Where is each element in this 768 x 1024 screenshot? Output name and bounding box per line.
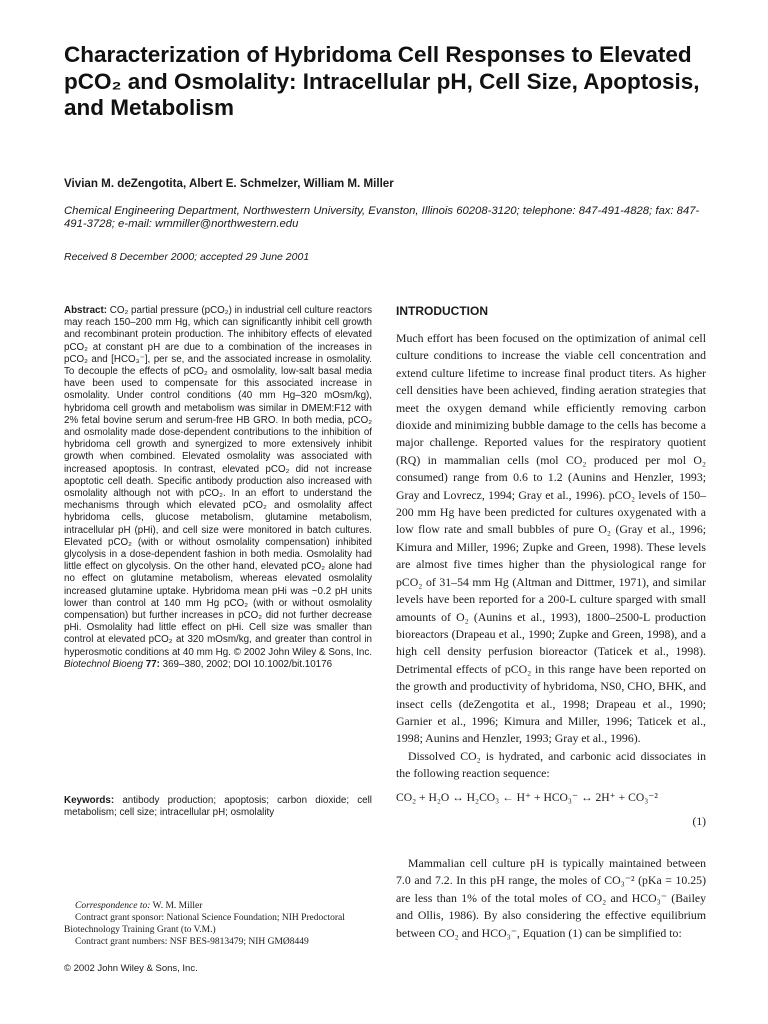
keywords-text: antibody production; apoptosis; carbon dioxide; cell metabolism; cell size; intracellular pH; osmolality	[64, 795, 372, 819]
grant-numbers: Contract grant numbers: NSF BES-9813479; NIH GMØ8449	[75, 937, 309, 947]
correspondence-note	[64, 900, 374, 912]
abstract	[64, 305, 372, 671]
article-title: Characterization of Hybridoma Cell Responses to Elevated pCO₂ and Osmolality: Intracellular pH, Cell Size, Apoptosis, and Metabolism	[64, 42, 700, 120]
keywords	[64, 795, 372, 819]
affiliation: Chemical Engineering Department, Northwestern University, Evanston, Illinois 60208-3120; telephone: 847-491-4828; fax: 847-491-3728; e-mail: wmmiller@northwestern.edu	[64, 205, 700, 231]
citation-details: 369–380, 2002; DOI 10.1002/bit.10176	[162, 658, 333, 670]
intro-paragraph-3: Mammalian cell culture pH is typically maintained between 7.0 and 7.2. In this pH range, the moles of CO₃⁻² (pKa = 10.25) are less than 1% of the total moles of CO₂ and HCO₃⁻ (Bailey and Ollis, 1986). By also considering the effective equilibrium between CO₂ and HCO₃⁻, Equation (1) can be simplified to:	[396, 856, 706, 940]
keywords-label: Keywords:	[64, 795, 115, 806]
footnotes	[64, 900, 374, 948]
journal-volume: 77:	[145, 658, 160, 670]
correspondence-name: W. M. Miller	[152, 901, 203, 911]
intro-paragraph-1: Much effort has been focused on the optimization of animal cell culture conditions to increase the viable cell concentration and extend culture lifetime to increase final product titers. As higher cell densities have been achieved, finding aeration strategies that meet the oxygen demand while efficiently removing carbon dioxide and minimizing bubble damage to the cells has become a major challenge. Reported values for the respiratory quotient (RQ) in mammalian cells (mol CO₂ produced per mol O₂ consumed) range from 0.6 to 1.2 (Aunins and Henzler, 1993; Gray and Lovrecz, 1994; Gray et al., 1996). pCO₂ levels of 150–200 mm Hg have been predicted for cultures oxygenated with a low flow rate and small bubbles of pure O₂ (Gray et al., 1996; Kimura and Miller, 1996; Zupke and Green, 1998). These levels are almost five times higher than the physiological range for pCO₂ of 31–54 mm Hg (Altman and Dittmer, 1971), and similar levels have been reported for a 200-L culture sparged with small amounts of O₂ (Aunins et al., 1993), 1800–2500-L production bioreactors (Drapeau et al., 1990; Zupke and Green, 1998), and a high cell density perfusion bioreactor (Taticek et al., 1998). Detrimental effects of pCO₂ in this range have been reported on the growth and productivity of hybridoma, NS0, CHO, BHK, and insect cells (deZengotita et al., 1998; Drapeau et al., 1990; Garnier et al., 1996; Kimura and Miller, 1996; Taticek et al., 1998; Aunins and Henzler, 1993; Gray et al., 1996).	[396, 331, 706, 746]
abstract-text: CO₂ partial pressure (pCO₂) in industrial cell culture reactors may reach 150–200 mm Hg, which can significantly inhibit cell growth and recombinant protein production. The inhibitory effects of elevated pCO₂ at constant pH are due to a combination of the increases in pCO₂ and [HCO₃⁻], per se, and the associated increase in osmolality. To decouple the effects of pCO₂ and osmolality, low-salt basal media have been used to compensate for this associated increase in osmolality. Under control conditions (40 mm Hg–320 mOsm/kg), hybridoma cell growth and metabolism was similar in DMEM:F12 with 2% fetal bovine serum and serum-free HB GRO. In both media, pCO₂ and osmolality made dose-dependent contributions to the inhibition of hybridoma cell growth and synergized to more extensively inhibit growth when combined. Elevated osmolality was associated with increased apoptosis. In contrast, elevated pCO₂ did not increase apoptotic cell death. Specific antibody production also increased with osmolality although not with pCO₂. In an effort to understand the mechanisms through which elevated pCO₂ and osmolality affect hybridoma cells, glucose metabolism, glutamine metabolism, intracellular pH (pHi), and cell size were monitored in batch cultures. Elevated pCO₂ (with or without osmolality compensation) inhibited glycolysis in a dose-dependent fashion in both media. Osmolality had little effect on glycolysis. On the other hand, elevated pCO₂ alone had no effect on glutamine metabolism, whereas elevated osmolality increased glutamine uptake. Hybridoma mean pHi was ~0.2 pH units lower than control at 140 mm Hg pCO₂ (with or without osmolality compensation) but further increases in pCO₂ did not further decrease pHi. Osmolality had little effect on pHi. Cell size was smaller than control at elevated pCO₂ at 320 mOsm/kg, and greater than control in hyperosmotic conditions at 40 mm Hg.	[64, 305, 372, 658]
journal-name: Biotechnol Bioeng	[64, 658, 143, 670]
section-heading-introduction: INTRODUCTION	[396, 304, 488, 318]
intro-paragraph-2: Dissolved CO₂ is hydrated, and carbonic acid dissociates in the following reaction sequence:	[396, 748, 706, 781]
copyright-notice: © 2002 John Wiley & Sons, Inc.	[64, 963, 198, 974]
grant-sponsor: Contract grant sponsor: National Science Foundation; NIH Predoctoral Biotechnology Training Grant (to V.M.)	[64, 913, 345, 935]
equation-1: CO₂ + H₂O ↔ H₂CO₃ ← H⁺ + HCO₃⁻ ↔ 2H⁺ + CO₃⁻²	[396, 791, 658, 804]
equation-number: (1)	[692, 815, 706, 828]
author-list: Vivian M. deZengotita, Albert E. Schmelzer, William M. Miller	[64, 177, 394, 190]
received-dates: Received 8 December 2000; accepted 29 June 2001	[64, 251, 310, 263]
correspondence-label: Correspondence to:	[75, 901, 151, 911]
abstract-label: Abstract:	[64, 305, 108, 316]
introduction-body	[396, 330, 706, 783]
abstract-copyright: © 2002 John Wiley & Sons, Inc.	[233, 646, 372, 658]
